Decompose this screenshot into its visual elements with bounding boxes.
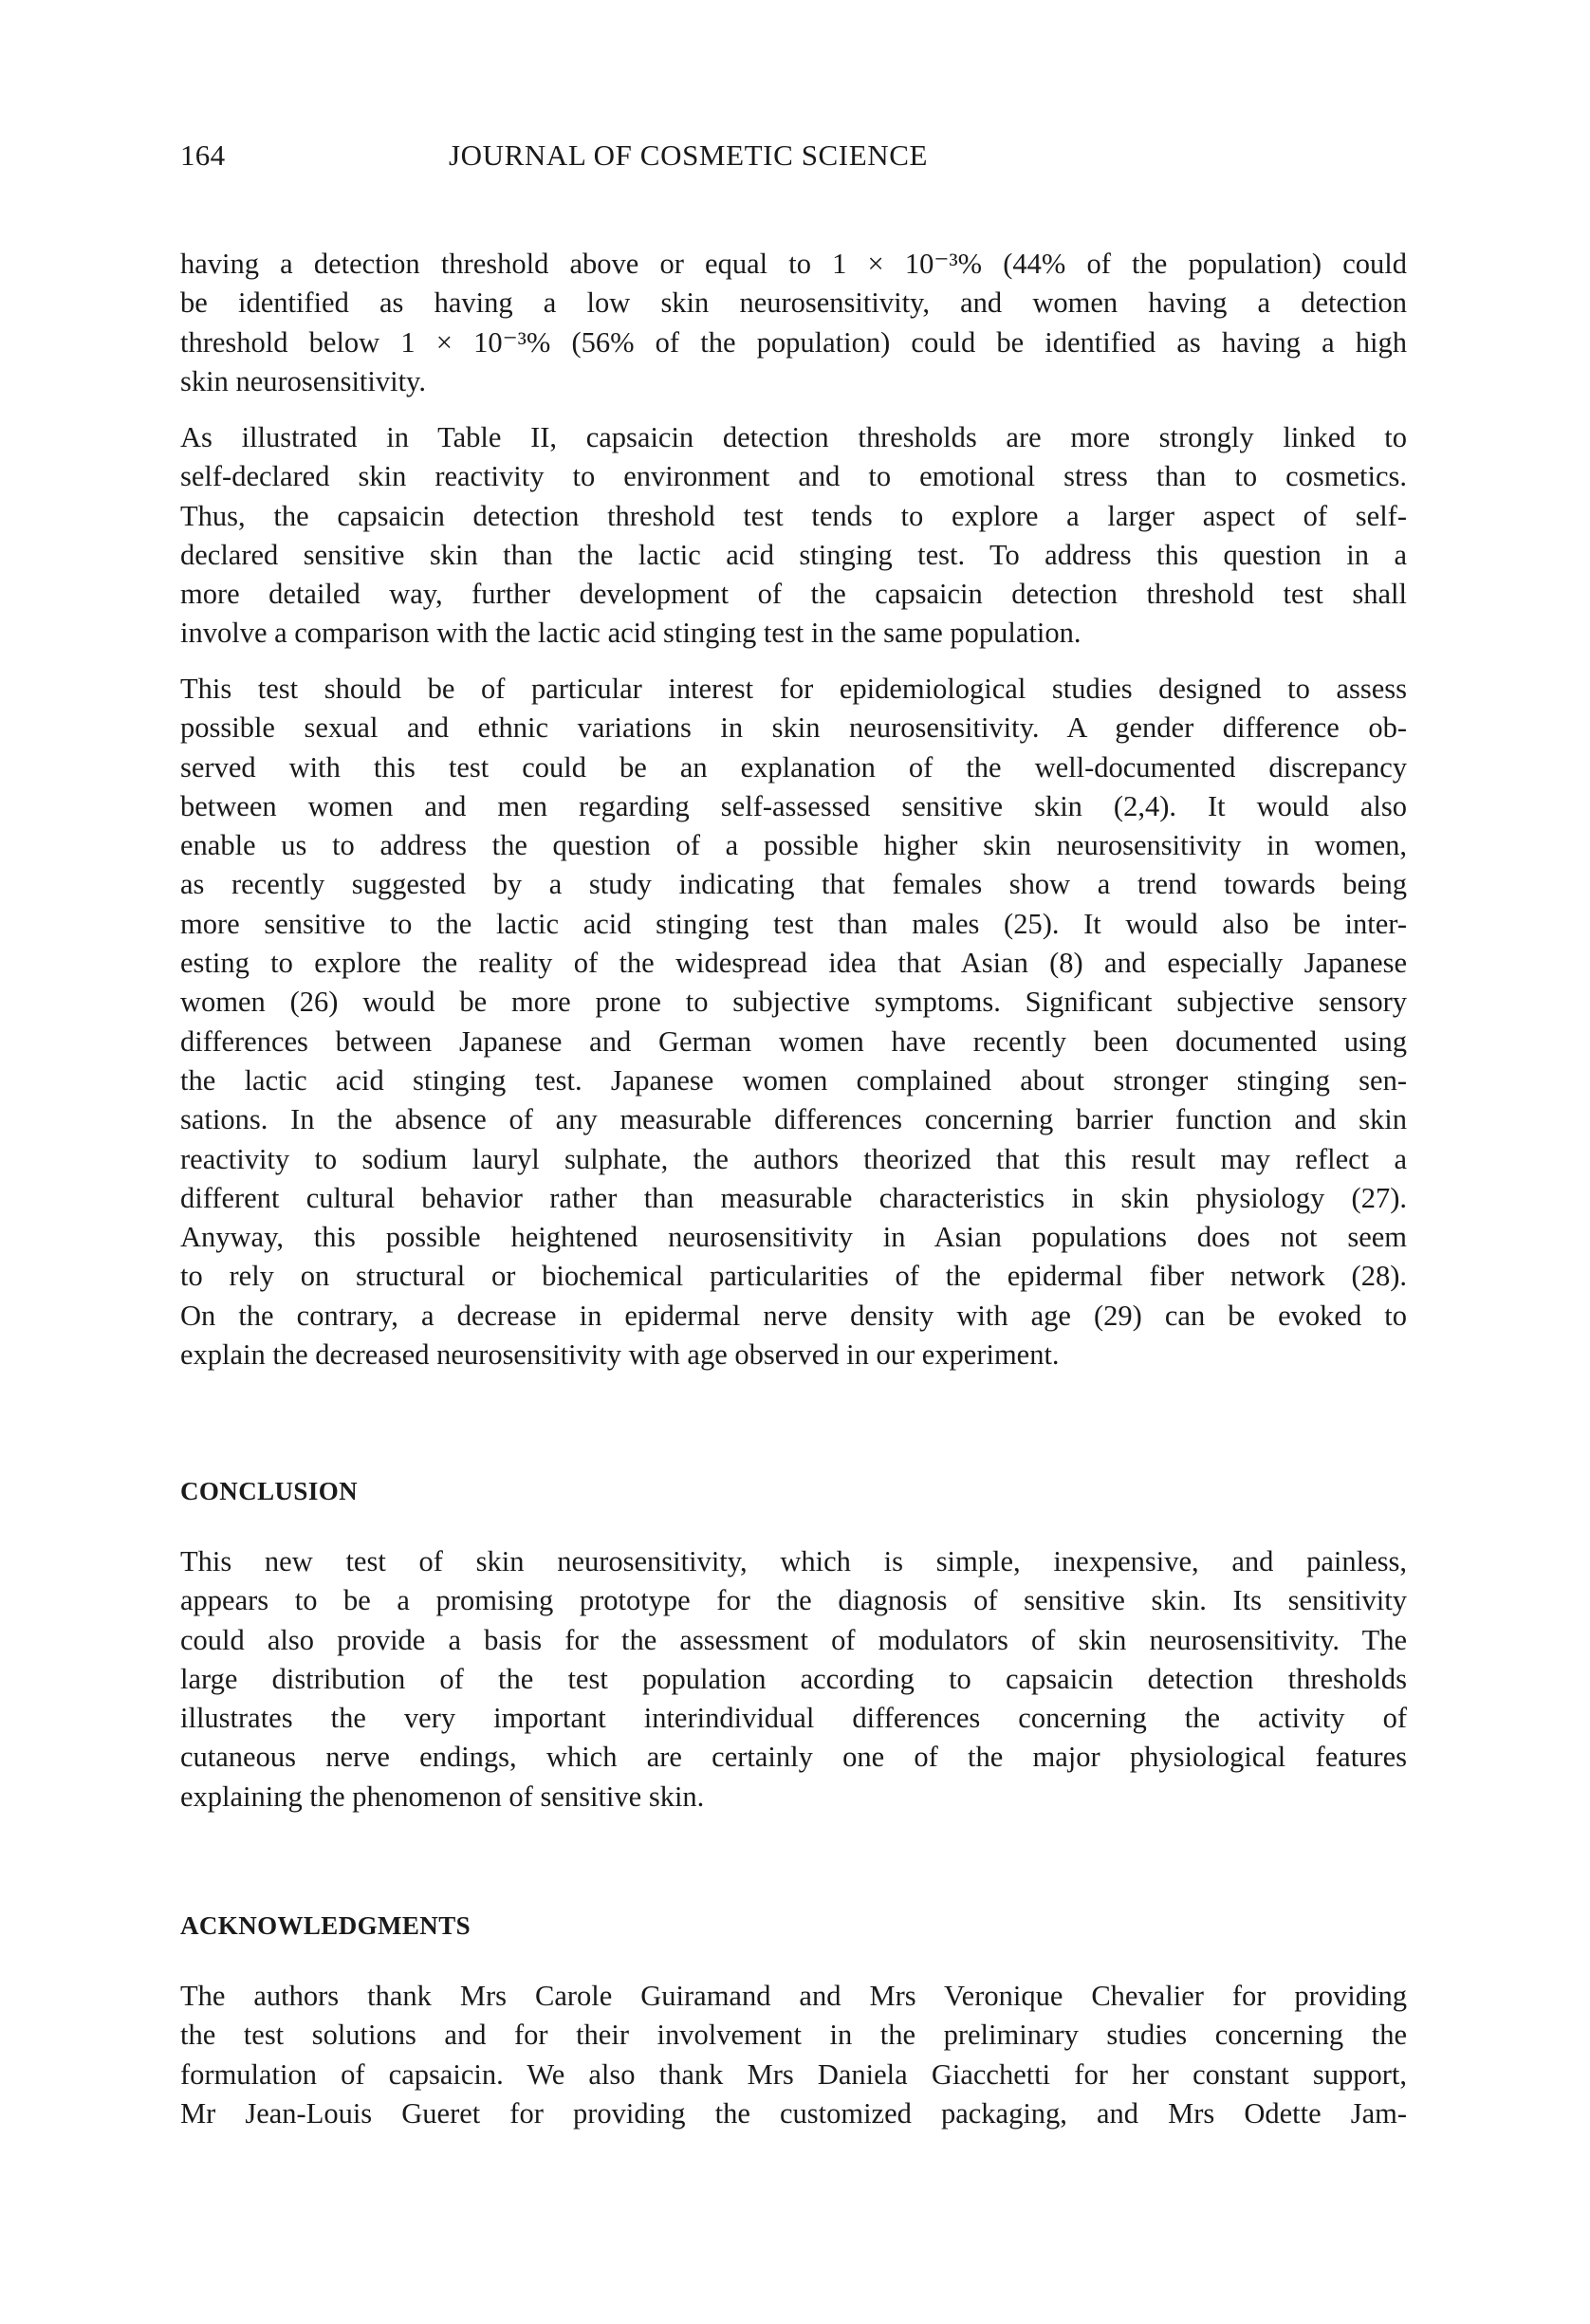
text-line: formulation of capsaicin. We also thank Mrs Daniela Giacchetti for her constant support,: [180, 2057, 1407, 2091]
section-heading-acknowledgments: ACKNOWLEDGMENTS: [180, 1911, 471, 1940]
text-line: more sensitive to the lactic acid stinging test than males (25). It would also be inter-: [180, 907, 1407, 940]
text-line: enable us to address the question of a possible higher skin neurosensitivity in women,: [180, 829, 1407, 862]
paragraph-epidemiological-interest: [180, 670, 1407, 1374]
text-line: large distribution of the test population according to capsaicin detection thresholds: [180, 1662, 1407, 1695]
text-line: the lactic acid stinging test. Japanese women complained about stronger stinging sen-: [180, 1063, 1407, 1097]
paragraph-acknowledgments: [180, 1977, 1407, 2133]
paragraph-conclusion: [180, 1542, 1407, 1817]
text-line: esting to explore the reality of the widespread idea that Asian (8) and especially Japanese: [180, 947, 1407, 980]
text-line: women (26) would be more prone to subjective symptoms. Significant subjective sensory: [180, 986, 1407, 1019]
text-line: As illustrated in Table II, capsaicin detection thresholds are more strongly linked to: [180, 421, 1407, 453]
text-line: appears to be a promising prototype for the diagnosis of sensitive skin. Its sensitivity: [180, 1584, 1407, 1617]
text-line: The authors thank Mrs Carole Guiramand and Mrs Veronique Chevalier for providing: [180, 1980, 1407, 2012]
section-heading-conclusion: CONCLUSION: [180, 1477, 359, 1505]
running-head: [180, 138, 1407, 176]
text-line: This new test of skin neurosensitivity, which is simple, inexpensive, and painless,: [180, 1545, 1407, 1577]
text-line: Thus, the capsaicin detection threshold test tends to explore a larger aspect of self-: [180, 499, 1407, 532]
text-line: explain the decreased neurosensitivity with age observed in our experiment.: [180, 1338, 1060, 1372]
text-line: illustrates the very important interindividual differences concerning the activity of: [180, 1702, 1407, 1735]
text-line: between women and men regarding self-assessed sensitive skin (2,4). It would also: [180, 789, 1407, 822]
text-line: Anyway, this possible heightened neurosensitivity in Asian populations does not seem: [180, 1221, 1407, 1254]
text-line: served with this test could be an explanation of the well-documented discrepancy: [180, 750, 1407, 784]
page-number: 164: [180, 138, 226, 172]
text-line: This test should be of particular interest for epidemiological studies designed to assess: [180, 673, 1407, 705]
text-line: On the contrary, a decrease in epidermal nerve density with age (29) can be evoked to: [180, 1299, 1407, 1332]
text-line: differences between Japanese and German women have recently been documented using: [180, 1024, 1407, 1058]
journal-title: JOURNAL OF COSMETIC SCIENCE: [449, 138, 929, 172]
text-line: as recently suggested by a study indicating that females show a trend towards being: [180, 868, 1407, 901]
paragraph-table-ii-discussion: [180, 418, 1407, 654]
paragraph-threshold-classification: [180, 245, 1407, 401]
text-line: Mr Jean-Louis Gueret for providing the customized packaging, and Mrs Odette Jam-: [180, 2096, 1407, 2130]
text-line: explaining the phenomenon of sensitive skin.: [180, 1780, 705, 1813]
text-line: skin neurosensitivity.: [180, 364, 426, 397]
text-line: involve a comparison with the lactic acid stinging test in the same population.: [180, 617, 1082, 650]
text-line: possible sexual and ethnic variations in skin neurosensitivity. A gender difference ob-: [180, 711, 1407, 745]
text-line: more detailed way, further development of the capsaicin detection threshold test shall: [180, 578, 1407, 611]
text-line: having a detection threshold above or equal to 1 × 10⁻³% (44% of the population) could: [180, 248, 1407, 280]
text-line: reactivity to sodium lauryl sulphate, the authors theorized that this result may reflect a: [180, 1142, 1407, 1175]
text-line: could also provide a basis for the assessment of modulators of skin neurosensitivity. The: [180, 1623, 1407, 1656]
text-line: self-declared skin reactivity to environment and to emotional stress than to cosmetics.: [180, 460, 1407, 493]
text-line: sations. In the absence of any measurable differences concerning barrier function and skin: [180, 1103, 1407, 1136]
text-line: declared sensitive skin than the lactic acid stinging test. To address this question in a: [180, 538, 1407, 571]
text-line: be identified as having a low skin neurosensitivity, and women having a detection: [180, 286, 1407, 320]
text-line: different cultural behavior rather than measurable characteristics in skin physiology (27).: [180, 1181, 1407, 1214]
text-line: threshold below 1 × 10⁻³% (56% of the population) could be identified as having a high: [180, 325, 1407, 359]
text-line: the test solutions and for their involvement in the preliminary studies concerning the: [180, 2019, 1407, 2052]
text-line: cutaneous nerve endings, which are certainly one of the major physiological features: [180, 1741, 1407, 1774]
text-line: to rely on structural or biochemical particularities of the epidermal fiber network (28).: [180, 1260, 1407, 1293]
